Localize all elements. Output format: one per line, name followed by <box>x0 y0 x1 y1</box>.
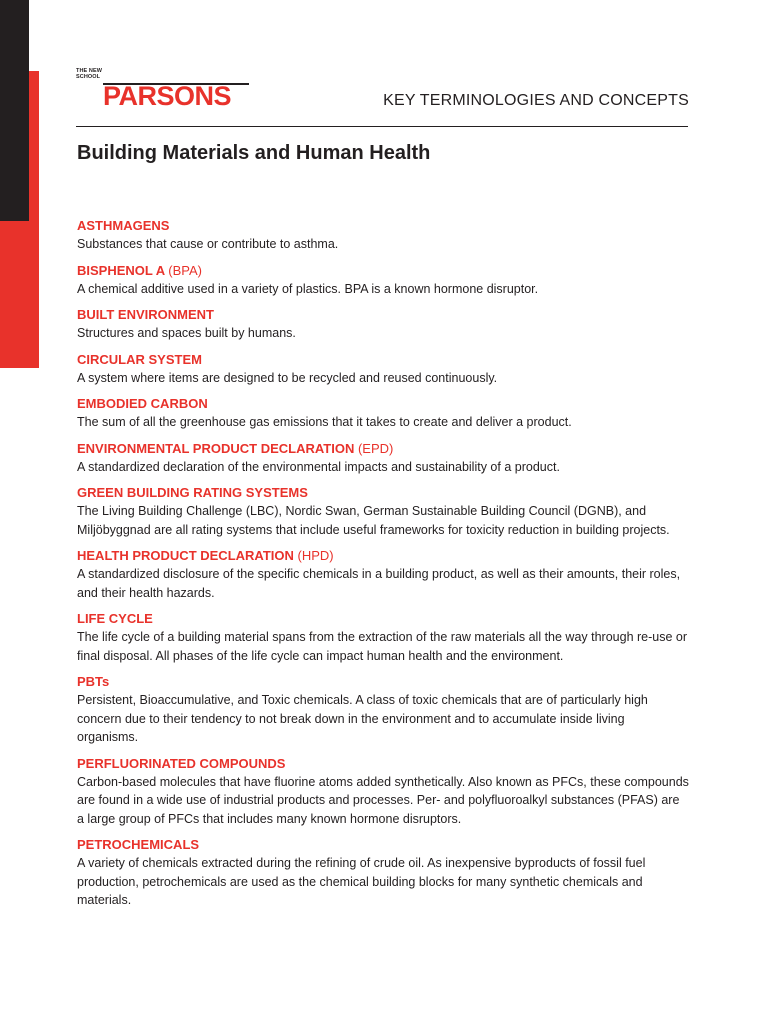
header-rule <box>76 126 688 127</box>
term-item <box>77 395 689 432</box>
side-bar-red <box>0 221 39 368</box>
term-definition: Carbon-based molecules that have fluorine atoms added synthetically. Also known as PFCs, these compounds are found in a wide use of industrial products and processes. Per- and polyfluoroalkyl substances (PFAS) are a large group of PFCs that includes many known hormone disruptors. <box>77 774 689 826</box>
terms-list <box>77 217 689 918</box>
term-name: HEALTH PRODUCT DECLARATION <box>77 548 294 563</box>
term-heading <box>77 217 689 235</box>
term-definition: Substances that cause or contribute to asthma. <box>77 237 339 251</box>
term-item <box>77 755 689 829</box>
term-abbreviation: (HPD) <box>297 548 334 563</box>
term-definition: A standardized declaration of the environmental impacts and sustainability of a product. <box>77 459 560 474</box>
term-abbreviation: (EPD) <box>357 440 394 456</box>
term-name: LIFE CYCLE <box>77 611 153 626</box>
term-definition: A standardized disclosure of the specific chemicals in a building product, as well as their amounts, their roles, and their health hazards. <box>77 567 681 600</box>
logo-main-text: PARSONS <box>103 81 232 111</box>
term-heading <box>77 262 689 280</box>
term-heading <box>77 306 689 324</box>
term-item <box>77 836 689 910</box>
term-item <box>77 217 689 254</box>
term-definition: The sum of all the greenhouse gas emissions that it takes to create and deliver a product. <box>77 415 572 429</box>
term-item <box>77 440 689 477</box>
term-definition: A chemical additive used in a variety of plastics. BPA is a known hormone disruptor. <box>77 281 539 296</box>
term-definition: Persistent, Bioaccumulative, and Toxic chemicals. A class of toxic chemicals that are of particularly high concern due to their tendency to not break down in the environment and to accumulate inside living organisms. <box>77 693 648 744</box>
term-name: ENVIRONMENTAL PRODUCT DECLARATION <box>77 440 355 456</box>
term-definition: The Living Building Challenge (LBC), Nordic Swan, German Sustainable Building Council (DGNB), and Miljöbyggnad are all rating systems that include useful frameworks for toxicity reduction in building projects. <box>77 504 670 537</box>
term-heading <box>77 673 689 691</box>
term-heading <box>77 351 689 369</box>
term-definition: A system where items are designed to be recycled and reused continuously. <box>77 370 498 385</box>
term-item <box>77 547 689 602</box>
term-heading <box>77 440 689 458</box>
term-item <box>77 351 689 388</box>
term-abbreviation: (BPA) <box>168 262 202 278</box>
page-title: Building Materials and Human Health <box>77 142 431 164</box>
term-heading <box>77 755 689 773</box>
term-item <box>77 484 689 539</box>
term-item <box>77 306 689 343</box>
term-name: EMBODIED CARBON <box>77 396 208 411</box>
term-heading <box>77 836 689 854</box>
term-definition: The life cycle of a building material spans from the extraction of the raw materials all the way through re-use or final disposal. All phases of the life cycle can impact human health and the environment. <box>77 630 688 663</box>
term-item <box>77 262 689 299</box>
term-name: CIRCULAR SYSTEM <box>77 351 202 367</box>
term-item <box>77 673 689 747</box>
term-name: BISPHENOL A <box>77 262 165 278</box>
side-bar-black <box>0 0 29 221</box>
parsons-logo <box>76 68 256 111</box>
header-title: KEY TERMINOLOGIES AND CONCEPTS <box>383 92 689 109</box>
term-name: ASTHMAGENS <box>77 218 170 233</box>
term-definition: Structures and spaces built by humans. <box>77 326 296 340</box>
term-definition: A variety of chemicals extracted during the refining of crude oil. As inexpensive byproducts of fossil fuel production, petrochemicals are used as the chemical building blocks for many synthetic chemicals and materials. <box>77 856 646 907</box>
term-name: PBTs <box>77 674 110 689</box>
side-bar-red-stripe <box>29 71 39 221</box>
term-heading <box>77 395 689 413</box>
logo-small-text: THE NEW SCHOOL <box>76 68 103 80</box>
term-name: PETROCHEMICALS <box>77 837 200 852</box>
term-item <box>77 610 689 665</box>
term-heading <box>77 610 689 628</box>
term-heading <box>77 547 689 565</box>
term-name: BUILT ENVIRONMENT <box>77 307 214 322</box>
term-name: GREEN BUILDING RATING SYSTEMS <box>77 485 308 500</box>
term-heading <box>77 484 689 502</box>
term-name: PERFLUORINATED COMPOUNDS <box>77 755 286 771</box>
